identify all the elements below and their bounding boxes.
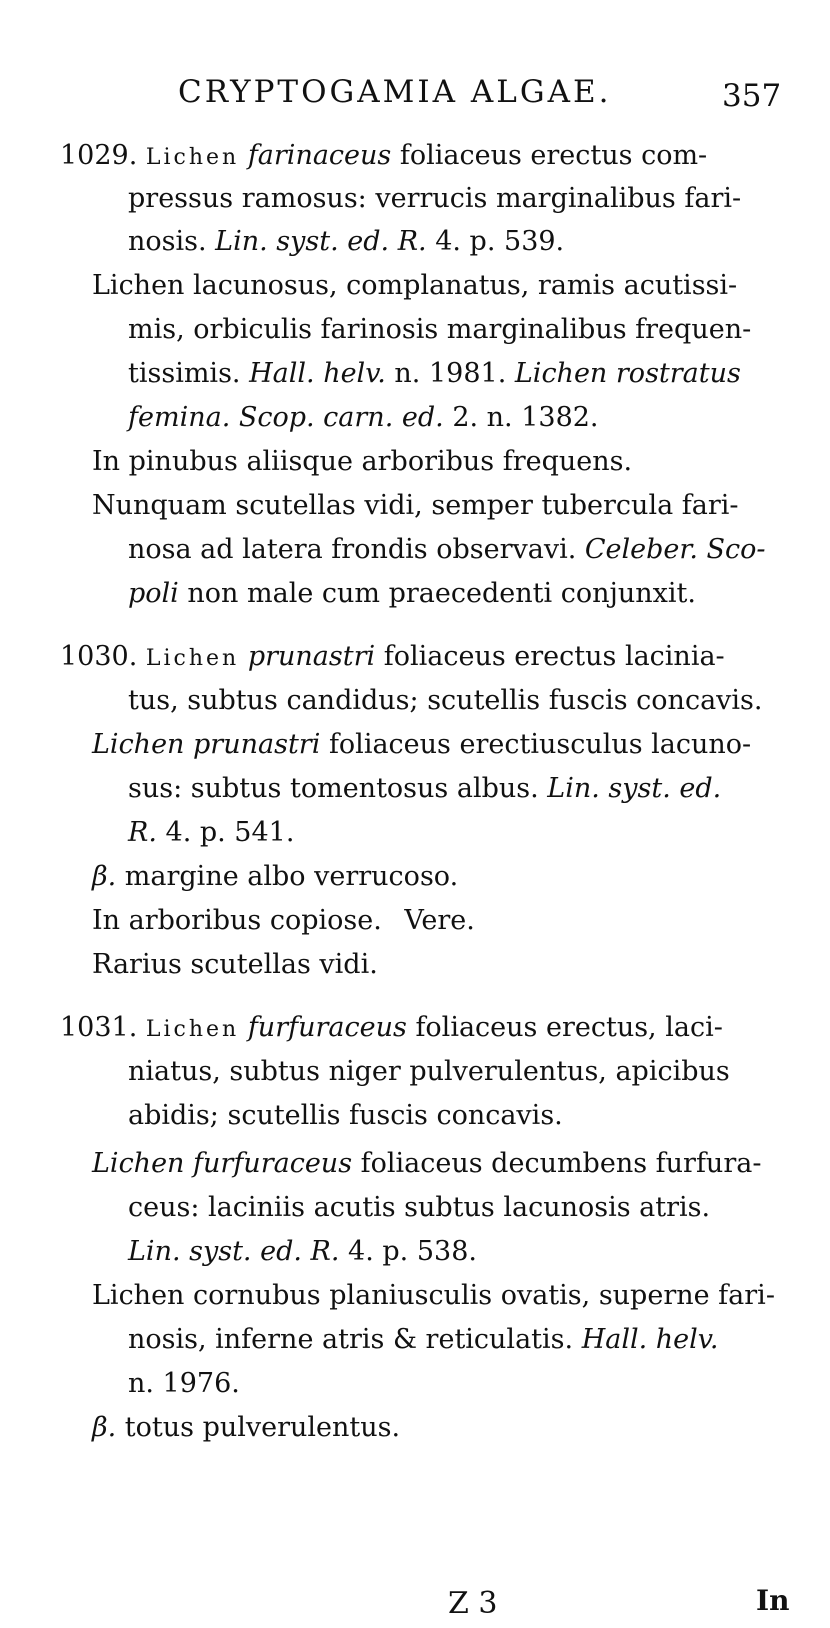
- catchword: In: [756, 1584, 790, 1617]
- citation: Hall. helv.: [581, 1324, 719, 1355]
- genus-name: Lichen: [145, 145, 240, 170]
- signature-mark: Z 3: [448, 1586, 498, 1621]
- citation-number: 4. p. 541.: [165, 817, 295, 848]
- citation-number: 4. p. 539.: [435, 226, 565, 257]
- diagnosis-line: foliaceus erectus lacinia-: [383, 641, 725, 672]
- citation: Lin. syst. ed. R.: [128, 1236, 340, 1267]
- reference-line: [128, 816, 294, 850]
- entry-number: 1029.: [60, 140, 138, 171]
- synonym-line: mis, orbiculis farinosis marginalibus frequen-: [128, 314, 752, 345]
- variety-text: margine albo verrucoso.: [124, 861, 459, 892]
- variety-mark: β.: [92, 1412, 117, 1443]
- genus-name: Lichen: [145, 646, 240, 671]
- diagnosis-line: abidis; scutellis fuscis concavis.: [128, 1100, 563, 1131]
- variety-text: totus pulverulentus.: [124, 1412, 401, 1443]
- genus-name: Lichen: [145, 1017, 240, 1042]
- synonym-line: [128, 401, 599, 435]
- citation: Hall. helv.: [249, 358, 386, 389]
- synonym-line: [92, 1147, 761, 1181]
- synonym-line: [128, 772, 721, 806]
- note-line: [128, 577, 696, 611]
- running-title: CRYPTOGAMIA ALGAE.: [178, 74, 612, 110]
- habitat-line: [92, 904, 475, 938]
- citation: Lin. syst. ed.: [547, 773, 722, 804]
- diagnosis-line: nosis.: [128, 226, 207, 257]
- entry-number: 1030.: [60, 641, 138, 672]
- synonym-line: ceus: laciniis acutis subtus lacunosis atris.: [128, 1192, 711, 1223]
- note-text: non male cum praecedenti conjunxit.: [187, 578, 696, 609]
- synonym-line: [128, 357, 741, 391]
- note-author: poli: [128, 578, 179, 609]
- synonym-name: Lichen furfuraceus: [92, 1148, 353, 1179]
- note-text: nosa ad latera frondis observavi.: [128, 534, 577, 565]
- reference-line: n. 1976.: [128, 1368, 240, 1399]
- citation-number: 4. p. 538.: [348, 1236, 477, 1267]
- variety-line: [92, 860, 458, 894]
- entry-heading: [60, 1011, 723, 1047]
- citation: femina. Scop. carn. ed.: [128, 402, 444, 433]
- species-name: farinaceus: [247, 140, 392, 171]
- note-line: Nunquam scutellas vidi, semper tubercula fari-: [92, 490, 739, 521]
- citation: R.: [128, 817, 157, 848]
- synonym-line: [128, 1323, 718, 1357]
- diagnosis-line: niatus, subtus niger pulverulentus, apicibus: [128, 1056, 730, 1087]
- synonym-text: sus: subtus tomentosus albus.: [128, 773, 539, 804]
- synonym-text: foliaceus erectiusculus lacuno-: [328, 729, 752, 760]
- diagnosis-line: tus, subtus candidus; scutellis fuscis concavis.: [128, 685, 763, 716]
- synonym-line: Lichen lacunosus, complanatus, ramis acutissi-: [92, 270, 738, 301]
- variety-line: [92, 1411, 400, 1445]
- entry-number: 1031.: [60, 1012, 138, 1043]
- habitat-text: In arboribus copiose.: [92, 905, 382, 936]
- habitat-line: In pinubus aliisque arboribus frequens.: [92, 446, 633, 477]
- synonym-text: nosis, inferne atris & reticulatis.: [128, 1324, 574, 1355]
- synonym-name: Lichen prunastri: [92, 729, 321, 760]
- running-head: [0, 74, 830, 114]
- citation-number: n. 1981.: [394, 358, 507, 389]
- synonym-line: Lichen cornubus planiusculis ovatis, superne fari-: [92, 1280, 775, 1311]
- entry-heading: [60, 139, 707, 175]
- synonym-name: Lichen rostratus: [514, 358, 741, 389]
- note-author: Celeber. Sco-: [584, 534, 766, 565]
- species-name: prunastri: [247, 641, 376, 672]
- note-line: [128, 533, 766, 567]
- synonym-line: [92, 728, 751, 762]
- species-name: furfuraceus: [247, 1012, 407, 1043]
- note-line: Rarius scutellas vidi.: [92, 949, 378, 980]
- synonym-text: tissimis.: [128, 358, 241, 389]
- diagnosis-line: pressus ramosus: verrucis marginalibus fari-: [128, 183, 742, 214]
- entry-heading: [60, 640, 725, 676]
- synonym-text: foliaceus decumbens furfura-: [360, 1148, 762, 1179]
- season-text: Vere.: [404, 905, 475, 936]
- reference-line: [128, 225, 564, 259]
- reference-line: [128, 1235, 477, 1269]
- citation-number: 2. n. 1382.: [452, 402, 599, 433]
- diagnosis-line: foliaceus erectus com-: [399, 140, 708, 171]
- citation: Lin. syst. ed. R.: [215, 226, 427, 257]
- variety-mark: β.: [92, 861, 117, 892]
- page-number: 357: [722, 78, 782, 114]
- diagnosis-line: foliaceus erectus, laci-: [415, 1012, 723, 1043]
